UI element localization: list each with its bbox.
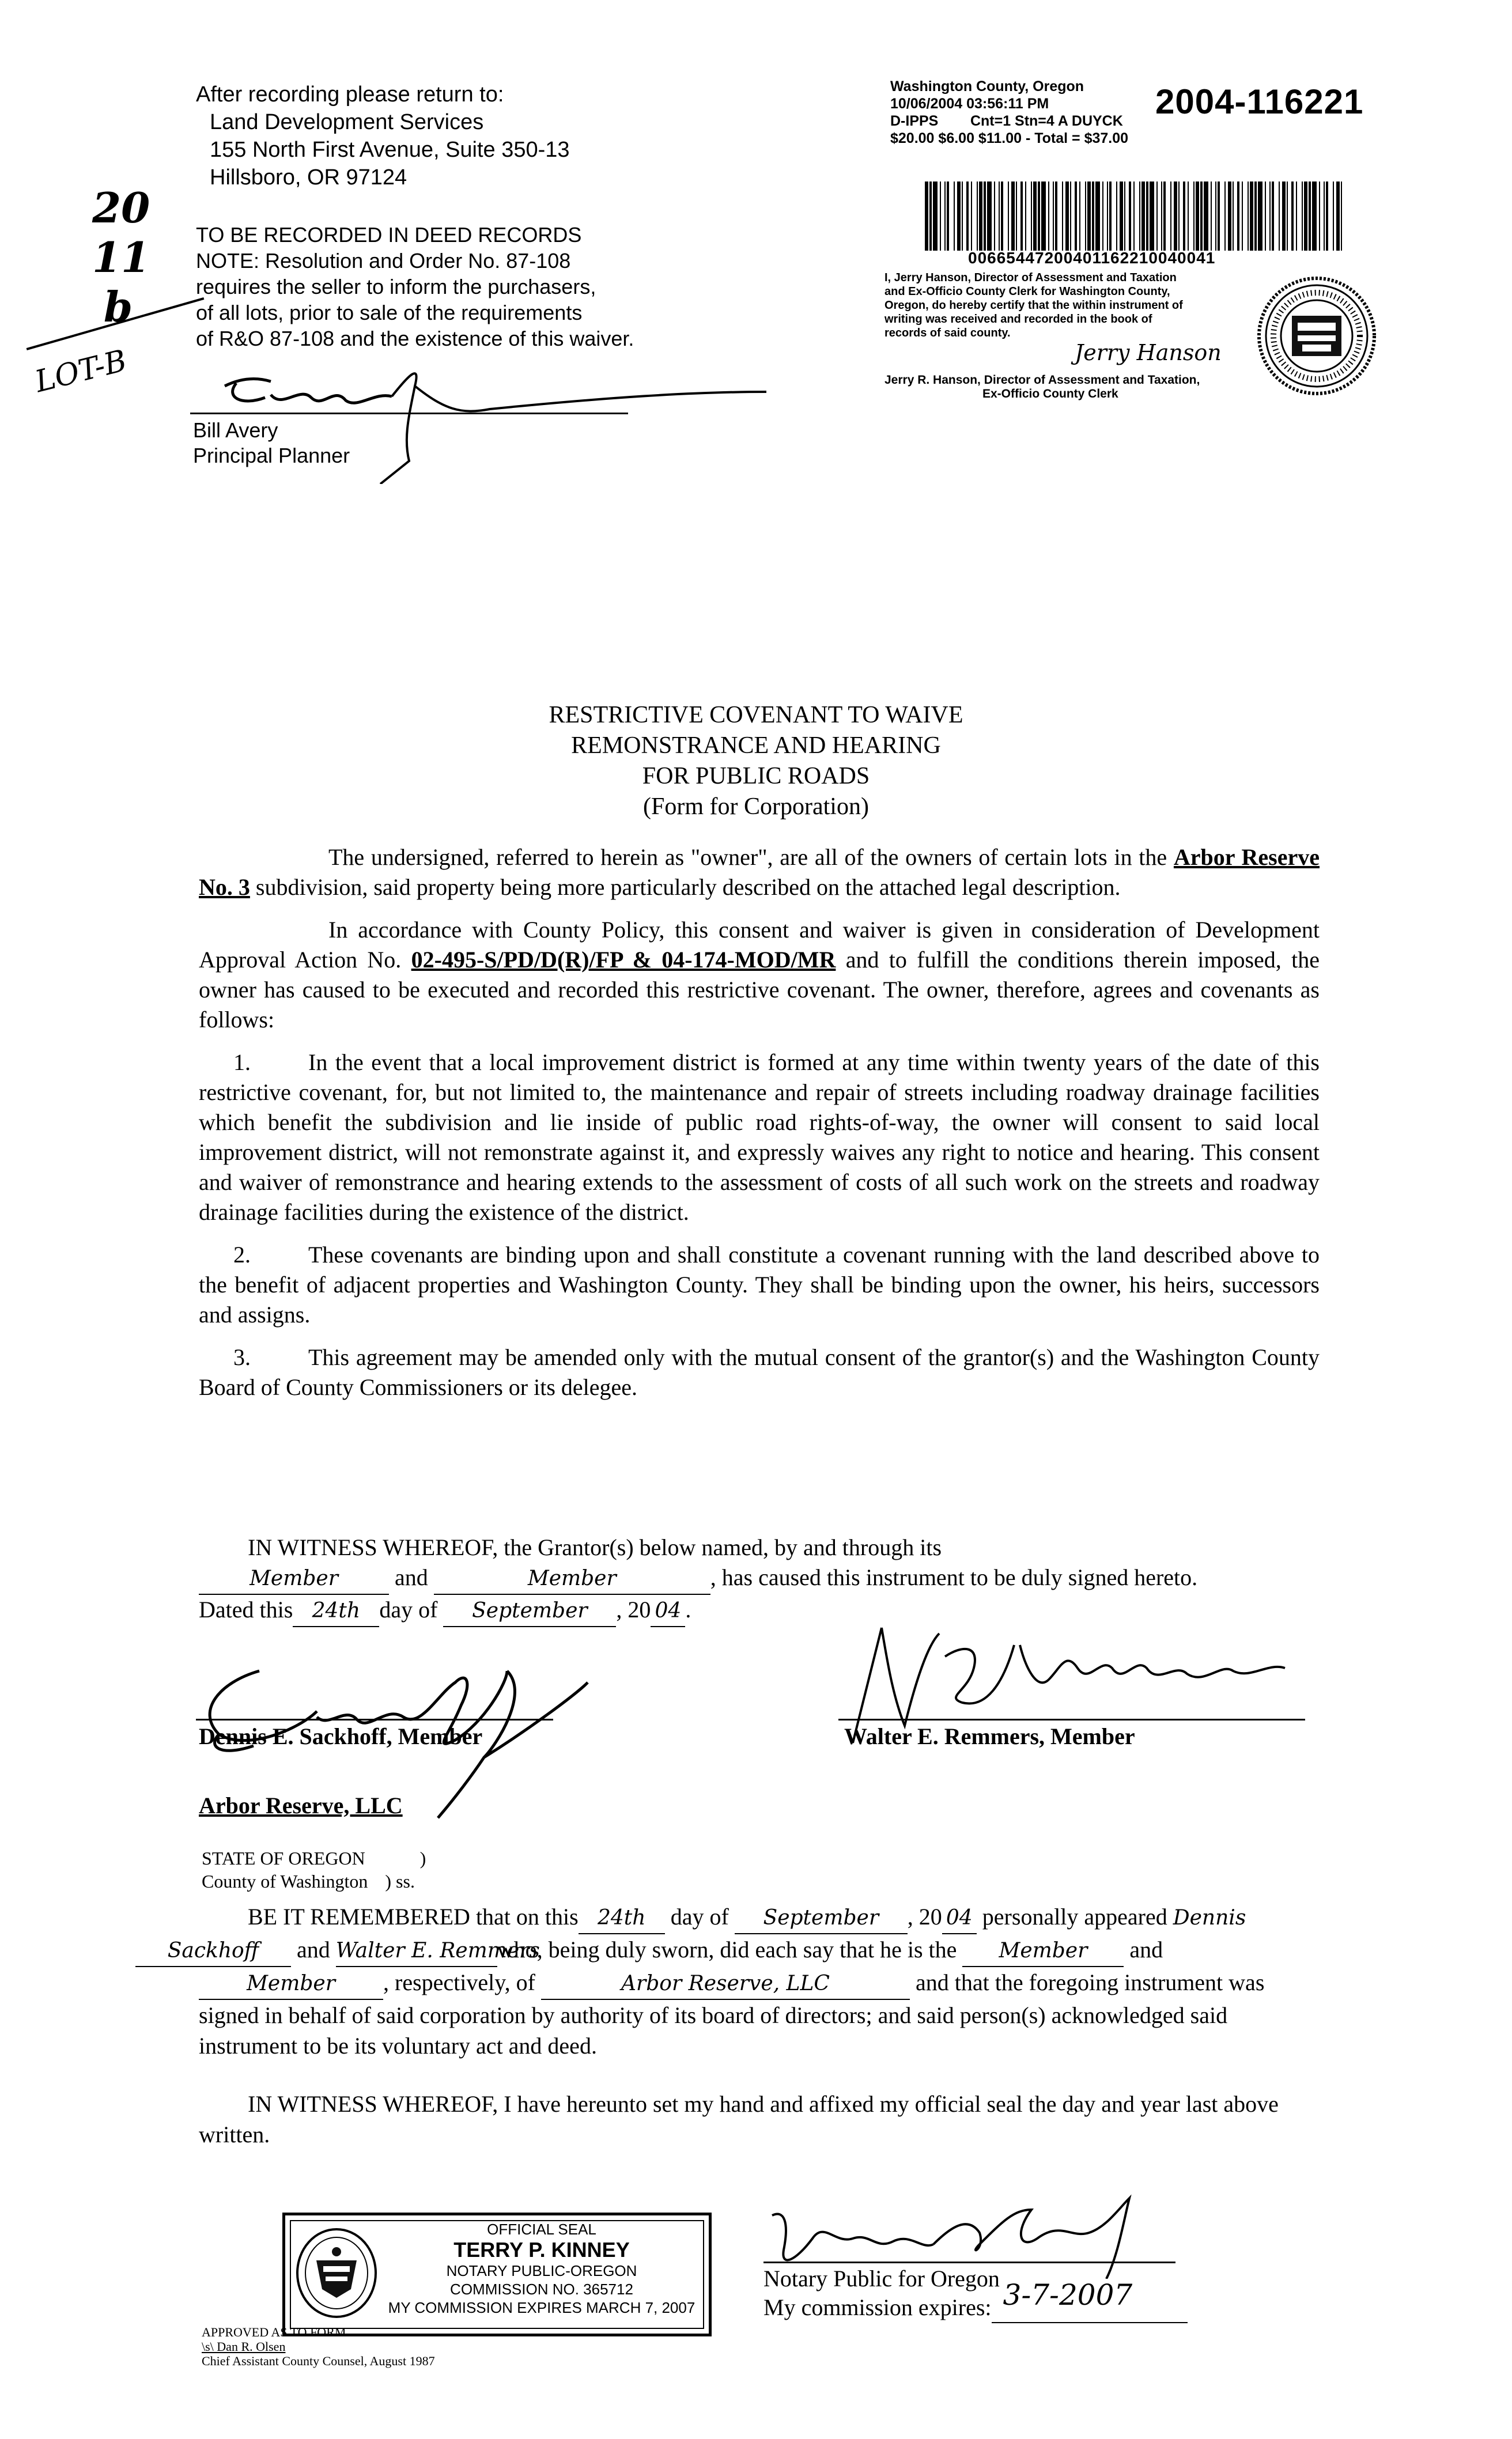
p2-text-a: In accordance with County Policy, this consent and waiver is given in consideration of Development Approval Action No. — [199, 917, 1320, 973]
barcode-bar — [947, 181, 949, 251]
barcode-bar — [1150, 181, 1154, 251]
commission-expires-value: 3-7-2007 — [1003, 2278, 1133, 2312]
covenant-1 — [199, 1048, 1320, 1227]
title-line-4: (Form for Corporation) — [643, 793, 869, 820]
return-line-3: Hillsboro, OR 97124 — [210, 165, 407, 190]
barcode-bar — [1282, 181, 1286, 251]
cert-line-3: Oregon, do hereby certify that the within instrument of — [884, 299, 1183, 312]
barcode-bar — [1025, 181, 1026, 251]
record-note-line-3: requires the seller to inform the purchasers, — [196, 275, 596, 298]
venue-state-paren: ) — [419, 1848, 426, 1869]
signer-name-right: Walter E. Remmers, Member — [844, 1723, 1135, 1749]
ack-text-6: who, being duly sworn, did each say that he is the — [497, 1937, 957, 1962]
barcode-bar — [966, 181, 969, 251]
planner-signature-line — [190, 413, 628, 414]
ack-text-3: , 20 — [907, 1904, 942, 1930]
ack-line-3 — [199, 1967, 1320, 2061]
approved-line-3: Chief Assistant County Counsel, August 1987 — [202, 2354, 435, 2368]
margin-handwritten-note — [92, 183, 150, 332]
barcode-bar — [1193, 181, 1195, 251]
barcode-number: 00665447200401162210040041 — [968, 249, 1216, 267]
notary-official-seal — [282, 2213, 712, 2336]
barcode-bar — [1291, 181, 1294, 251]
barcode-bar — [1258, 181, 1262, 251]
ack-text-4: personally appeared — [976, 1904, 1167, 1930]
barcode-bar — [1178, 181, 1180, 251]
ack-text-1: BE IT REMEMBERED that on this — [248, 1904, 579, 1930]
document-title — [0, 700, 1512, 822]
covenant-2 — [199, 1240, 1320, 1330]
seal-line-2: COMMISSION NO. 365712 — [450, 2281, 633, 2298]
barcode-bar — [1215, 181, 1216, 251]
barcode-bar — [1087, 181, 1091, 251]
ack-month: September — [735, 1903, 908, 1934]
approved-as-to-form — [202, 2325, 435, 2368]
notary-acknowledgment — [167, 1901, 1320, 2061]
barcode-bar — [1341, 181, 1342, 251]
recording-county: Washington County, Oregon — [890, 78, 1084, 94]
commission-expires-label: My commission expires: — [763, 2294, 992, 2320]
barcode-bar — [1016, 181, 1017, 251]
ack-role-1: Member — [962, 1935, 1124, 1967]
dated-day: 24th — [293, 1596, 379, 1627]
barcode-bar — [1120, 181, 1123, 251]
recording-counts: Cnt=1 Stn=4 A DUYCK — [970, 113, 1123, 129]
barcode — [925, 181, 1343, 251]
planner-block — [193, 418, 350, 468]
barcode-bar — [1265, 181, 1266, 251]
return-heading: After recording please return to: — [196, 82, 504, 107]
barcode-bar — [1065, 181, 1069, 251]
covenant-1-text: In the event that a local improvement district is formed at any time within twenty years of the date of this restrictive covenant, for, but not limited to, the maintenance and repair of streets including roadway drainage facilities which benefit the subdivision and lie inside of public road rights-of-way, the owner will consent to said local improvement district, will not remonstrate against it, and expressly waives any right to notice and hearing. This consent and waiver of remonstrance and hearing extends to the assessment of costs of all such work on the streets and roadway drainage facilities during the existence of the district. — [199, 1049, 1320, 1225]
barcode-bar — [1248, 181, 1249, 251]
clerk-title: Ex-Officio County Clerk — [982, 387, 1118, 400]
barcode-bar — [1287, 181, 1288, 251]
p2-text-b: and to fulfill the conditions therein imposed, the owner has caused to be executed and recorded this restrictive covenant. The owner, therefore, agrees and covenants as follows: — [199, 947, 1320, 1033]
covenant-2-text: These covenants are binding upon and shall constitute a covenant running with the land described above to the benefit of adjacent properties and Washington County. They shall be binding upon the owner, his heirs, successors and assigns. — [199, 1242, 1320, 1328]
covenant-3 — [199, 1343, 1320, 1402]
ack-text-8: , respectively, of — [383, 1969, 535, 1995]
cert-line-5: records of said county. — [884, 327, 1011, 339]
venue-block — [202, 1847, 426, 1893]
subdivision-name: Arbor Reserve No. 3 — [199, 844, 1320, 900]
barcode-bar — [962, 181, 963, 251]
barcode-bar — [1041, 181, 1046, 251]
venue-state: STATE OF OREGON — [202, 1848, 365, 1869]
barcode-bar — [1156, 181, 1158, 251]
barcode-bar — [1107, 181, 1108, 251]
clerk-name: Jerry R. Hanson, Director of Assessment and Taxation, — [884, 373, 1200, 387]
ack-name-1-last: Sackhoff — [135, 1935, 291, 1967]
ack-year: 04 — [942, 1903, 977, 1934]
return-line-2: 155 North First Avenue, Suite 350-13 — [210, 138, 570, 162]
ack-text-7: and — [1129, 1937, 1163, 1962]
barcode-bar — [1272, 181, 1274, 251]
barcode-bar — [925, 181, 928, 251]
venue-county-paren: ) ss. — [385, 1871, 415, 1892]
paragraph-consideration — [199, 915, 1320, 1035]
barcode-bar — [929, 181, 932, 251]
notary-witness-text: IN WITNESS WHEREOF, I have hereunto set my hand and affixed my official seal the day and year last above written. — [199, 2091, 1279, 2147]
witness-text: IN WITNESS WHEREOF, the Grantor(s) below named, by and through its — [248, 1534, 942, 1560]
barcode-bar — [977, 181, 978, 251]
barcode-bar — [979, 181, 982, 251]
barcode-bar — [1324, 181, 1325, 251]
ack-day: 24th — [579, 1903, 665, 1934]
barcode-bar — [1048, 181, 1049, 251]
recording-fees: $20.00 $6.00 $11.00 - Total = $37.00 — [890, 130, 1129, 146]
seal-line-1: NOTARY PUBLIC-OREGON — [446, 2262, 637, 2279]
record-note-line-1: TO BE RECORDED IN DEED RECORDS — [196, 223, 582, 247]
covenant-1-number: 1. — [233, 1049, 251, 1075]
return-line-1: Land Development Services — [210, 110, 484, 134]
margin-note-line-1: 20 — [92, 183, 150, 232]
covenant-2-number: 2. — [233, 1242, 251, 1268]
barcode-bar — [1228, 181, 1231, 251]
barcode-bar — [1053, 181, 1054, 251]
dated-month: September — [443, 1596, 616, 1627]
barcode-bar — [1183, 181, 1185, 251]
notary-block — [763, 2264, 1188, 2323]
barcode-bar — [1139, 181, 1140, 251]
barcode-bar — [1116, 181, 1117, 251]
venue-state-line — [202, 1847, 426, 1870]
barcode-bar — [1001, 181, 1003, 251]
barcode-bar — [971, 181, 972, 251]
barcode-bar — [1141, 181, 1145, 251]
barcode-bar — [957, 181, 961, 251]
barcode-bar — [1011, 181, 1015, 251]
commission-expires-blank — [992, 2278, 1188, 2323]
dated-label: Dated this — [199, 1597, 293, 1623]
record-note-line-2: NOTE: Resolution and Order No. 87-108 — [196, 249, 571, 273]
barcode-bar — [1079, 181, 1080, 251]
witness-and: and — [395, 1564, 428, 1590]
barcode-bar — [1085, 181, 1086, 251]
barcode-bar — [1163, 181, 1166, 251]
barcode-bar — [1237, 181, 1239, 251]
barcode-bar — [933, 181, 938, 251]
barcode-bar — [1218, 181, 1220, 251]
county-seal-icon — [1256, 275, 1377, 396]
notary-witness-clause — [199, 2089, 1320, 2150]
witness-line-2-end: , has caused this instrument to be duly signed hereto. — [710, 1564, 1198, 1590]
approved-line-1: APPROVED AS TO FORM — [202, 2325, 346, 2339]
oregon-state-seal-icon — [293, 2226, 380, 2321]
signature-line-right — [838, 1719, 1305, 1720]
barcode-bar — [1124, 181, 1125, 251]
dated-day-of: day of — [379, 1597, 438, 1623]
barcode-bar — [999, 181, 1000, 251]
barcode-bar — [1200, 181, 1203, 251]
barcode-bar — [1304, 181, 1307, 251]
recording-line-code: D-IPPS — [890, 113, 939, 129]
margin-lot-note: LOT-B — [32, 343, 130, 400]
paragraph-owners — [199, 842, 1320, 902]
barcode-bar — [1326, 181, 1328, 251]
ack-text-9: and that the foregoing instrument was signed in behalf of said corporation by authority of its board of directors; and said person(s) acknowledged said instrument to be its voluntary act and deed. — [199, 1969, 1265, 2059]
dated-year-prefix: , 20 — [616, 1597, 651, 1623]
barcode-bar — [1279, 181, 1280, 251]
barcode-bar — [1092, 181, 1094, 251]
ack-name-2: Walter E. Remmers — [336, 1935, 497, 1967]
witness-role-1: Member — [199, 1564, 389, 1595]
ack-company: Arbor Reserve, LLC — [541, 1968, 910, 2000]
document-number: 2004-116221 — [1155, 82, 1364, 121]
barcode-bar — [1146, 181, 1148, 251]
company-name: Arbor Reserve, LLC — [199, 1793, 403, 1818]
return-address-block — [196, 81, 570, 191]
barcode-bar — [1196, 181, 1199, 251]
ack-line-2 — [135, 1934, 1320, 1967]
planner-title: Principal Planner — [193, 444, 350, 467]
ack-text-2: day of — [670, 1904, 729, 1930]
barcode-bar — [1133, 181, 1135, 251]
barcode-bar — [1333, 181, 1334, 251]
barcode-bar — [984, 181, 986, 251]
cert-line-1: I, Jerry Hanson, Director of Assessment and Taxation — [884, 271, 1177, 284]
margin-note-line-2: 11 — [92, 233, 150, 282]
covenant-body — [199, 842, 1320, 1415]
covenant-3-number: 3. — [233, 1344, 251, 1370]
barcode-bar — [987, 181, 992, 251]
p1-text-b: subdivision, said property being more particularly described on the attached legal description. — [250, 874, 1121, 900]
barcode-bar — [940, 181, 941, 251]
barcode-bar — [1161, 181, 1162, 251]
signature-line-left — [196, 1719, 553, 1720]
cert-line-2: and Ex-Officio County Clerk for Washington County, — [884, 285, 1170, 298]
ack-role-2: Member — [199, 1968, 383, 2000]
barcode-bar — [1233, 181, 1234, 251]
barcode-bar — [1020, 181, 1023, 251]
clerk-signature: Jerry Hanson — [1075, 340, 1222, 365]
barcode-bar — [1269, 181, 1271, 251]
barcode-bar — [1008, 181, 1009, 251]
barcode-bar — [1075, 181, 1077, 251]
barcode-bar — [1319, 181, 1320, 251]
ack-text-5: and — [297, 1937, 330, 1962]
barcode-bar — [1254, 181, 1257, 251]
planner-name: Bill Avery — [193, 418, 278, 442]
barcode-bar — [1095, 181, 1100, 251]
clerk-name-block — [884, 373, 1200, 401]
barcode-bar — [1250, 181, 1253, 251]
barcode-bar — [1055, 181, 1057, 251]
barcode-bar — [944, 181, 946, 251]
seal-text-block — [386, 2220, 697, 2317]
barcode-bar — [1312, 181, 1317, 251]
record-note-line-5: of R&O 87-108 and the existence of this waiver. — [196, 327, 634, 350]
seal-header: OFFICIAL SEAL — [487, 2221, 596, 2238]
record-note-line-4: of all lots, prior to sale of the requirements — [196, 301, 583, 324]
recording-datetime: 10/06/2004 03:56:11 PM — [890, 96, 1049, 112]
barcode-bar — [1129, 181, 1131, 251]
recording-note — [196, 222, 634, 351]
barcode-bar — [1033, 181, 1037, 251]
barcode-bar — [1309, 181, 1311, 251]
venue-county: County of Washington — [202, 1871, 368, 1892]
barcode-bar — [954, 181, 955, 251]
barcode-bar — [1204, 181, 1208, 251]
barcode-bar — [1174, 181, 1177, 251]
title-line-2: REMONSTRANCE AND HEARING — [571, 732, 941, 759]
barcode-bar — [1211, 181, 1212, 251]
notary-signature-line — [763, 2262, 1175, 2263]
notary-public-label: Notary Public for Oregon — [763, 2266, 1000, 2291]
seal-line-3: MY COMMISSION EXPIRES MARCH 7, 2007 — [388, 2299, 695, 2316]
cert-line-4: writing was received and recorded in the book of — [884, 313, 1152, 326]
witness-line-2 — [199, 1563, 1320, 1595]
barcode-bar — [1224, 181, 1226, 251]
dated-period: . — [685, 1597, 691, 1623]
ack-line-1 — [199, 1901, 1320, 1934]
barcode-bar — [1070, 181, 1071, 251]
clerk-certification — [884, 271, 1265, 340]
margin-note-line-3: b — [103, 282, 133, 331]
barcode-bar — [1031, 181, 1032, 251]
witness-role-2: Member — [434, 1564, 710, 1595]
covenant-3-text: This agreement may be amended only with the mutual consent of the grantor(s) and the Washington County Board of County Commissioners or its delegee. — [199, 1344, 1320, 1400]
title-line-3: FOR PUBLIC ROADS — [642, 763, 870, 789]
ack-name-1-first: Dennis — [1173, 1906, 1246, 1930]
barcode-bar — [1038, 181, 1040, 251]
barcode-bar — [1170, 181, 1171, 251]
venue-county-line — [202, 1870, 426, 1893]
signer-name-left: Dennis E. Sackhoff, Member — [199, 1723, 483, 1749]
barcode-bar — [1302, 181, 1303, 251]
seal-notary-name: TERRY P. KINNEY — [453, 2238, 630, 2262]
witness-line-1 — [199, 1533, 1320, 1563]
barcode-bar — [1109, 181, 1112, 251]
dated-year: 04 — [651, 1596, 685, 1627]
barcode-bar — [994, 181, 995, 251]
approval-action-number: 02-495-S/PD/D(R)/FP & 04-174-MOD/MR — [411, 947, 836, 973]
barcode-bar — [1188, 181, 1189, 251]
title-line-1: RESTRICTIVE COVENANT TO WAIVE — [549, 702, 963, 728]
approved-line-2: \s\ Dan R. Olsen — [202, 2339, 286, 2354]
barcode-bar — [1336, 181, 1340, 251]
barcode-bar — [1296, 181, 1297, 251]
barcode-bar — [1242, 181, 1243, 251]
barcode-bar — [1062, 181, 1063, 251]
barcode-bar — [1102, 181, 1103, 251]
p1-text-a: The undersigned, referred to herein as "owner", are all of the owners of certain lots in the — [328, 844, 1167, 870]
